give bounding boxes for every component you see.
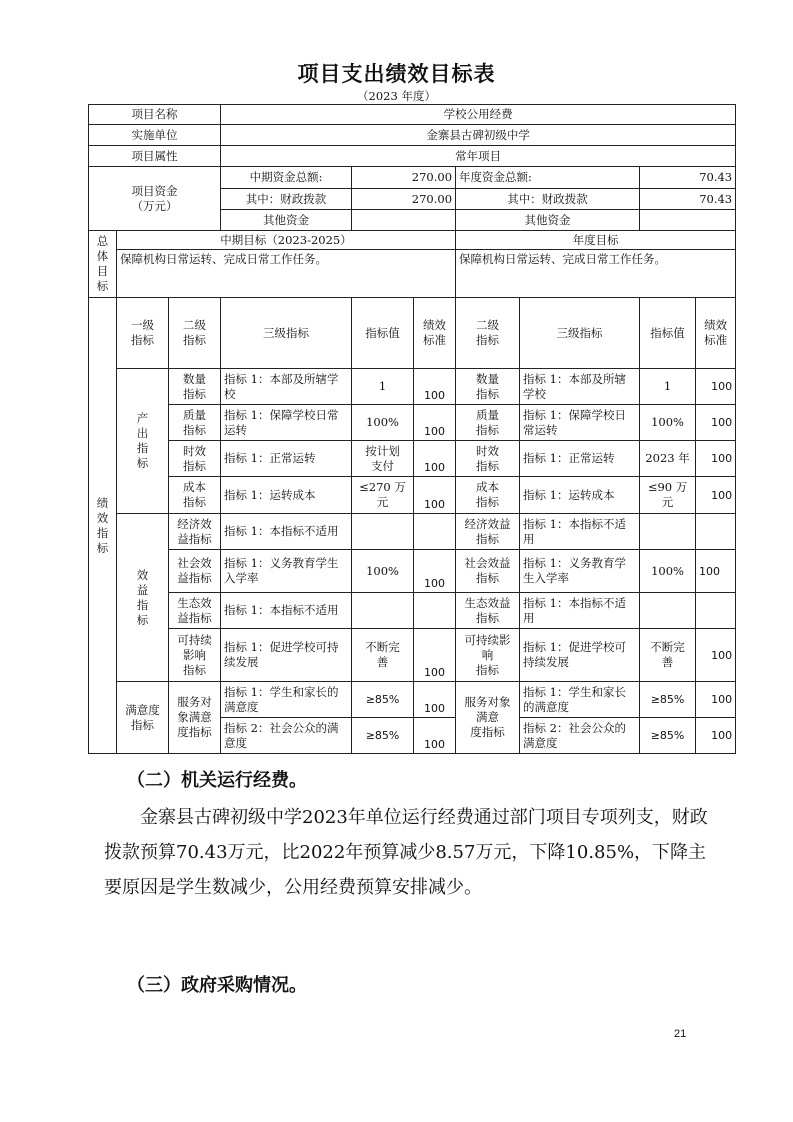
header-value-year: 指标值: [640, 298, 696, 369]
side-char: 效: [96, 510, 109, 525]
year-level3: [520, 405, 640, 441]
cell-line: 校: [224, 386, 236, 401]
table-row: [89, 550, 736, 593]
cell-line: ≤90 万: [647, 480, 688, 494]
cell-line: 指标: [183, 386, 207, 401]
cell-line: 不断完: [365, 640, 400, 654]
year-level3: [520, 441, 640, 477]
cell-line: 时效: [476, 443, 500, 458]
mid-level2: [169, 550, 221, 593]
year-total-label: 年度资金总额:: [456, 167, 640, 189]
group-char: 产: [136, 411, 149, 425]
mid-level3: [221, 514, 352, 550]
cell-line: 指标 1：运转成本: [224, 487, 316, 502]
cell-line: 100: [424, 425, 446, 438]
mid-standard: [414, 593, 456, 629]
cell-line: 质量: [183, 407, 207, 422]
cell-line: 指标 1：学生和家长的: [224, 684, 339, 699]
page-number: 21: [674, 1028, 687, 1040]
year-total-value: 70.43: [640, 167, 736, 189]
mid-total-label: 中期资金总额:: [221, 167, 352, 189]
mid-value: [352, 405, 414, 441]
year-level2: [456, 629, 520, 682]
cell-line: 指标: [183, 458, 207, 473]
mid-standard: [414, 477, 456, 514]
side-char: 绩: [96, 495, 109, 510]
group-benefit: [117, 514, 169, 682]
cell-line: 益指标: [177, 531, 212, 546]
header-text: 二级: [476, 318, 500, 332]
table-row: [89, 441, 736, 477]
unit-value: 金寨县古碑初级中学: [221, 125, 736, 146]
side-char: 指: [96, 525, 109, 540]
cell-line: 指标 1：本部及所辖学: [224, 371, 339, 386]
mid-level2: [169, 369, 221, 405]
cell-line: 指标: [183, 662, 207, 677]
cell-line: ≤270 万: [359, 480, 406, 494]
cell-line: 指标: [476, 610, 500, 625]
mid-standard: [414, 441, 456, 477]
group-char: 指: [136, 597, 149, 612]
sat-level2-mid: [169, 682, 221, 754]
mid-level3: [221, 718, 352, 754]
group-output: [117, 369, 169, 514]
project-name: 学校公用经费: [221, 105, 736, 125]
cell-line: 社会效: [177, 556, 212, 570]
year-standard: [696, 514, 736, 550]
cell-line: 用: [523, 531, 535, 546]
year-level3: [520, 718, 640, 754]
cell-line: ≥85%: [365, 693, 400, 706]
year-level3: [520, 369, 640, 405]
mid-level2: [169, 514, 221, 550]
table-row: [89, 405, 736, 441]
year-value: [640, 550, 696, 593]
mid-standard: [414, 682, 456, 718]
cell-line: 指标: [476, 662, 500, 677]
year-standard: [696, 718, 736, 754]
table-row: [89, 682, 736, 718]
mid-level3: [221, 629, 352, 682]
year-standard: [696, 550, 736, 593]
mid-value: [352, 718, 414, 754]
cell-line: 可持续: [177, 632, 212, 647]
cell-line: 指标 1：本指标不适: [523, 516, 627, 531]
year-value: [640, 593, 696, 629]
year-level3: [520, 550, 640, 593]
year-level2: [456, 550, 520, 593]
cell-line: 100: [424, 702, 446, 715]
mid-level3: [221, 441, 352, 477]
mid-value: [352, 514, 414, 550]
header-standard-year: [696, 298, 736, 369]
mid-value: [352, 477, 414, 514]
header-text: 指标: [183, 333, 207, 347]
cell-line: 1: [378, 379, 387, 393]
mid-value: [352, 369, 414, 405]
mid-standard: [414, 718, 456, 754]
cell-line: 100%: [651, 415, 684, 429]
cell-line: 100: [711, 452, 733, 465]
mid-fiscal-label: 其中：财政拨款: [221, 189, 352, 210]
cell-line: 指标: [476, 458, 500, 473]
year-level3: [520, 593, 640, 629]
header-level2-year: [456, 298, 520, 369]
cell-line: 指标 1：正常运转: [523, 451, 615, 465]
cell-line: ≥85%: [650, 729, 685, 742]
mid-level3: [221, 593, 352, 629]
cell-line: 指标 1：学生和家长: [523, 684, 627, 699]
cell-line: 不断完: [650, 640, 685, 654]
mid-level2: [169, 441, 221, 477]
cell-line: 指标: [183, 422, 207, 437]
cell-line: 100: [699, 564, 721, 578]
year-standard: [696, 682, 736, 718]
year-other-value: [640, 210, 736, 231]
header-text: 标准: [423, 333, 447, 347]
cell-line: ≥85%: [365, 729, 400, 742]
attr-label: 项目属性: [89, 146, 221, 167]
cell-line: 100: [424, 577, 446, 590]
year-value: [640, 682, 696, 718]
cell-line: 指标: [183, 495, 207, 509]
cell-line: 成本: [476, 480, 500, 494]
year-other-label: 其他资金: [456, 210, 640, 231]
header-level1: [117, 298, 169, 369]
group-char: 效: [136, 567, 149, 582]
year-standard: [696, 405, 736, 441]
table-row: [89, 629, 736, 682]
mid-standard: [414, 629, 456, 682]
cell-line: 指标 1：保障学校日: [523, 407, 627, 422]
mid-standard: [414, 369, 456, 405]
unit-label: 实施单位: [89, 125, 221, 146]
project-name-label: 项目名称: [89, 105, 221, 125]
cell-line: 100: [424, 389, 446, 402]
cell-line: 指标 1：促进学校可: [523, 640, 627, 654]
cell-line: 100: [711, 693, 733, 706]
cell-line: 数量: [476, 371, 500, 386]
year-standard: [696, 629, 736, 682]
cell-line: 数量: [183, 371, 207, 386]
side-char: 目: [96, 264, 109, 278]
cell-line: 益指标: [177, 610, 212, 625]
year-standard: [696, 477, 736, 514]
cell-line: 指标 1：本指标不适: [523, 595, 627, 610]
mid-level2: [169, 405, 221, 441]
cell-line: 100%: [366, 563, 399, 578]
mid-level2: [169, 477, 221, 514]
cell-line: 益指标: [177, 571, 212, 585]
cell-line: 100%: [651, 563, 684, 578]
header-text: 绩效: [704, 318, 728, 332]
sat-level2-year: [456, 682, 520, 754]
year-fiscal-label: 其中：财政拨款: [456, 189, 640, 210]
cell-line: 按计划: [365, 443, 400, 458]
year-value: [640, 405, 696, 441]
mid-level3: [221, 405, 352, 441]
section-heading-procurement: （三）政府采购情况。: [127, 975, 307, 996]
cell-line: 学校: [523, 386, 547, 401]
funds-label-line1: 项目资金: [131, 183, 178, 198]
cell-line: 入学率: [224, 571, 259, 585]
cell-line: 续发展: [224, 655, 259, 669]
mid-standard: [414, 550, 456, 593]
year-level2: [456, 441, 520, 477]
cell-line: 生入学率: [523, 571, 570, 585]
cell-line: 100: [711, 416, 733, 429]
cell-line: 响: [481, 647, 494, 662]
cell-line: 指标 1：本部及所辖: [523, 371, 627, 386]
cell-line: 象满意: [177, 710, 212, 724]
cell-line: 影响: [183, 647, 207, 662]
mid-value: [352, 593, 414, 629]
header-text: 指标: [476, 333, 500, 347]
mid-goal-header: 中期目标（2023-2025）: [117, 231, 456, 250]
mid-total-value: 270.00: [352, 167, 456, 189]
year-level3: [520, 629, 640, 682]
year-goal-header: 年度目标: [456, 231, 736, 250]
year-value: [640, 369, 696, 405]
year-value: [640, 718, 696, 754]
group-char: 标: [136, 456, 149, 470]
year-standard: [696, 369, 736, 405]
cell-line: ≥85%: [650, 693, 685, 706]
mid-value: [352, 441, 414, 477]
cell-line: 100: [424, 666, 446, 679]
header-text: 二级: [183, 318, 207, 332]
mid-fiscal-value: 270.00: [352, 189, 456, 210]
year-level2: [456, 514, 520, 550]
table-row: [89, 477, 736, 514]
year-level3: [520, 477, 640, 514]
funds-label: [89, 167, 221, 231]
cell-line: 经济效益: [464, 516, 511, 531]
year-level2: [456, 369, 520, 405]
cell-line: 满意: [476, 710, 500, 724]
cell-line: 常运转: [523, 422, 558, 437]
header-level3-mid: 三级指标: [221, 298, 352, 369]
mid-level3: [221, 682, 352, 718]
side-char: 总: [96, 234, 109, 248]
side-char: 标: [96, 279, 109, 293]
header-level3-year: 三级指标: [520, 298, 640, 369]
cell-line: 指标 1：保障学校日常: [224, 407, 339, 422]
cell-line: 100: [424, 461, 446, 474]
attr-value: 常年项目: [221, 146, 736, 167]
mid-level3: [221, 550, 352, 593]
mid-value: [352, 629, 414, 682]
mid-value: [352, 550, 414, 593]
year-standard: [696, 593, 736, 629]
year-value: [640, 441, 696, 477]
cell-line: 100: [711, 380, 733, 393]
cell-line: 指标 2：社会公众的: [523, 720, 627, 735]
cell-line: 度指标: [470, 725, 505, 739]
cell-line: 善: [661, 655, 674, 669]
mid-level3: [221, 369, 352, 405]
cell-line: 质量: [476, 407, 500, 422]
cell-line: 服务对: [177, 695, 212, 709]
cell-line: 成本: [183, 480, 207, 494]
cell-line: 运转: [224, 422, 248, 437]
mid-level2: [169, 629, 221, 682]
table-row: [89, 593, 736, 629]
header-text: 指标: [131, 333, 154, 347]
year-label: （2023 年度）: [357, 89, 436, 103]
mid-value: [352, 682, 414, 718]
side-char: 体: [96, 249, 109, 263]
header-standard-mid: [414, 298, 456, 369]
header-value-mid: 指标值: [352, 298, 414, 369]
cell-line: 指标 1：促进学校可持: [224, 640, 339, 654]
cell-line: 意度: [224, 735, 248, 750]
cell-line: 元: [376, 495, 389, 509]
year-value: [640, 477, 696, 514]
cell-line: 100: [424, 498, 446, 511]
cell-line: 指标: [476, 495, 500, 509]
cell-line: 指标 1：义务教育学生: [224, 556, 339, 570]
year-standard: [696, 441, 736, 477]
year-goal-text: 保障机构日常运转、完成日常工作任务。: [456, 250, 736, 298]
mid-standard: [414, 514, 456, 550]
cell-line: 指标: [476, 531, 500, 546]
cell-line: 生态效: [177, 595, 212, 610]
year-level2: [456, 405, 520, 441]
year-value: [640, 514, 696, 550]
cell-line: 度指标: [177, 725, 212, 739]
table-row: [89, 369, 736, 405]
cell-line: 100: [711, 729, 733, 742]
cell-line: 经济效: [177, 516, 212, 531]
cell-line: 的满意度: [523, 699, 570, 714]
mid-goal-text: 保障机构日常运转、完成日常工作任务。: [117, 250, 456, 298]
cell-line: 生态效益: [464, 595, 511, 610]
section-heading-ops: （二）机关运行经费。: [127, 770, 307, 791]
cell-line: 支付: [371, 458, 395, 473]
cell-line: 可持续影: [464, 632, 511, 647]
cell-line: 持续发展: [523, 655, 570, 669]
cell-line: 指标 1：本指标不适用: [224, 603, 339, 617]
cell-line: 元: [661, 495, 674, 509]
cell-line: 指标: [476, 422, 500, 437]
header-text: 绩效: [423, 318, 447, 332]
year-level3: [520, 682, 640, 718]
header-text: 一级: [131, 318, 154, 332]
paragraph-ops: 金寨县古碑初级中学2023年单位运行经费通过部门项目专项列支，财政拨款预算70.43万元，比2022年预算减少8.57万元，下降10.85%，下降主要原因是学生数减少，公用经费预算安排减少。: [104, 807, 708, 898]
header-level2-mid: [169, 298, 221, 369]
mid-other-label: 其他资金: [221, 210, 352, 231]
side-char: 标: [96, 540, 109, 555]
group-char: 益: [136, 582, 149, 597]
group-char: 出: [136, 426, 149, 440]
cell-line: 满意度: [224, 699, 259, 714]
cell-line: 指标 1：义务教育学: [523, 556, 627, 570]
cell-line: 指标: [476, 386, 500, 401]
table-row: [89, 514, 736, 550]
year-level2: [456, 477, 520, 514]
year-level3: [520, 514, 640, 550]
perf-side-label: [89, 298, 117, 754]
performance-target-table: [88, 104, 736, 754]
header-text: 标准: [704, 333, 728, 347]
cell-line: 指标 1：运转成本: [523, 487, 615, 502]
cell-line: 100: [711, 488, 733, 502]
cell-line: 满意度: [523, 735, 558, 750]
group-satisfaction: [117, 682, 169, 754]
mid-standard: [414, 405, 456, 441]
year-value: [640, 629, 696, 682]
cell-line: 指标 2：社会公众的满: [224, 720, 339, 735]
cell-line: 100%: [366, 415, 399, 429]
table-title: 项目支出绩效目标表: [297, 62, 496, 86]
overall-goal-side-label: [89, 231, 117, 298]
cell-line: 100: [711, 648, 733, 662]
mid-level3: [221, 477, 352, 514]
cell-line: 指标: [476, 571, 500, 585]
cell-line: 指标 1：本指标不适用: [224, 524, 339, 538]
group-text: 满意度: [125, 702, 160, 717]
mid-other-value: [352, 210, 456, 231]
year-level2: [456, 593, 520, 629]
cell-line: 善: [376, 655, 389, 669]
group-char: 标: [136, 612, 149, 627]
cell-line: 用: [523, 610, 535, 625]
mid-level2: [169, 593, 221, 629]
cell-line: 指标 1：正常运转: [224, 451, 316, 465]
group-text: 指标: [131, 717, 154, 732]
cell-line: 服务对象: [464, 695, 511, 709]
cell-line: 100: [424, 738, 446, 751]
cell-line: 时效: [183, 443, 207, 458]
group-char: 指: [136, 441, 149, 455]
cell-line: 社会效益: [464, 556, 511, 570]
year-fiscal-value: 70.43: [640, 189, 736, 210]
funds-label-line2: （万元）: [131, 198, 178, 213]
cell-line: 1: [663, 379, 672, 393]
cell-line: 2023 年: [645, 451, 690, 465]
